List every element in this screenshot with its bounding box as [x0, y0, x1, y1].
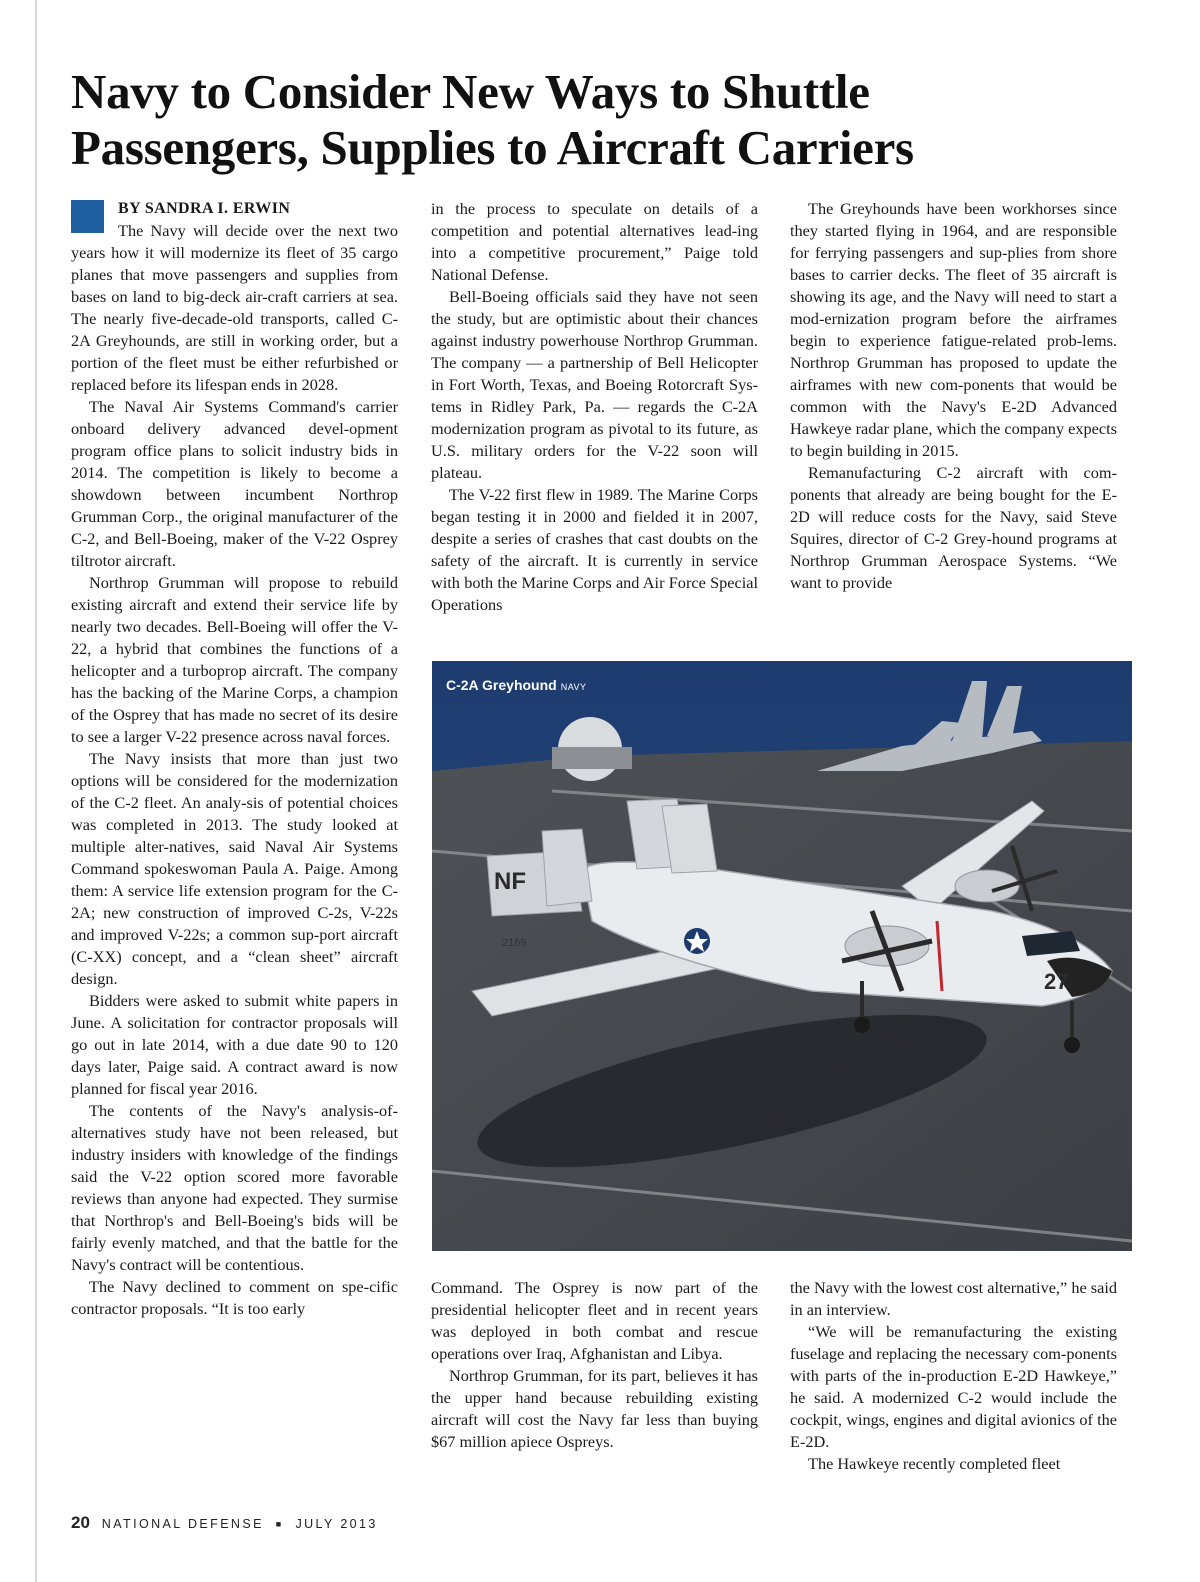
- footer-separator: ■: [275, 1519, 284, 1529]
- tail-fin-right: [662, 804, 717, 873]
- byline: BY SANDRA I. ERWIN: [118, 200, 291, 217]
- article-title-line-2: Passengers, Supplies to Aircraft Carriers: [71, 120, 914, 175]
- column-3-top: [790, 198, 1117, 594]
- paragraph: Northrop Grumman will propose to rebuild existing aircraft and extend their service life by nearly two decades. Bell-Boeing will offer the V-22, a hybrid that combines the functions of a helicopter and a turboprop aircraft. The company has the backing of the Marine Corps, a champion of the Osprey that has made no secret of its desire to see a larger V-22 presence across naval forces.: [71, 573, 398, 746]
- article-title-line-1: Navy to Consider New Ways to Shuttle: [71, 64, 870, 119]
- paragraph: The Navy will decide over the next two years how it will modernize its fleet of 35 cargo planes that move passengers and supplies from bases on land to big-deck air-craft carriers at sea. The nearly five-decade-old transports, called C-2A Greyhounds, are still in working order, but a portion of the fleet must be either refurbished or replaced before its lifespan ends in 2028.: [71, 221, 398, 394]
- column-2-top: [431, 198, 758, 616]
- paragraph: in the process to speculate on details of a competition and potential alternatives lead-ing into a competitive procurement,” Paige told National Defense.: [431, 199, 758, 284]
- carrier-deck-illustration: [432, 661, 1132, 1251]
- page-footer: [71, 1513, 378, 1533]
- column-2-bottom: [431, 1277, 758, 1453]
- column-1: [71, 198, 398, 1320]
- nose-number: 27: [1044, 969, 1069, 994]
- paragraph: the Navy with the lowest cost alternative,” he said in an interview.: [790, 1278, 1117, 1319]
- paragraph: Bidders were asked to submit white papers in June. A solicitation for contractor proposals will go out in late 2014, with a due date 90 to 120 days later, Paige said. A contract award is now planned for fiscal year 2016.: [71, 991, 398, 1098]
- paragraph: The Navy insists that more than just two options will be considered for the modernization of the C-2 fleet. An analy-sis of potential choices was completed in 2013. The study looked at multiple alter-natives, said Naval Air Systems Command spokeswoman Paula A. Paige. Among them: A service life extension program for the C-2A; new construction of improved C-2s, V-22s and improved V-22s; a common sup-port aircraft (C-XX) concept, and a “clean sheet” aircraft design.: [71, 749, 398, 988]
- paragraph: The Hawkeye recently completed fleet: [808, 1454, 1061, 1473]
- paragraph: The V-22 first flew in 1989. The Marine Corps began testing it in 2000 and fielded it in 2007, despite a series of crashes that cast doubts on the safety of the aircraft. It is currently in service with both the Marine Corps and Air Force Special Operations: [431, 485, 758, 614]
- aircraft-photo: [432, 661, 1132, 1251]
- paragraph: Northrop Grumman, for its part, believes it has the upper hand because rebuilding existing aircraft will cost the Navy far less than buying $67 million apiece Ospreys.: [431, 1366, 758, 1451]
- page-number: 20: [71, 1513, 90, 1532]
- section-marker-square: [71, 200, 104, 233]
- paragraph: Remanufacturing C-2 aircraft with com-ponents that already are being bought for the E-2D will reduce costs for the Navy, said Steve Squires, director of C-2 Grey-hound programs at Northrop Grumman Aerospace Systems. “We want to provide: [790, 463, 1117, 592]
- issue-date: JULY 2013: [295, 1517, 378, 1531]
- page-margin-rule: [35, 0, 37, 1582]
- tail-number: 2169: [502, 937, 527, 949]
- paragraph: The Naval Air Systems Command's carrier onboard delivery advanced devel-opment program office plans to solicit industry bids in 2014. The competition is likely to become a showdown between incumbent Northrop Grumman Corp., the original manufacturer of the C-2, and Bell-Boeing, maker of the V-22 Osprey tiltrotor aircraft.: [71, 397, 398, 570]
- paragraph: “We will be remanufacturing the existing fuselage and replacing the necessary com-ponents with parts of the in-production E-2D Hawkeye,” he said. A modernized C-2 would include the cockpit, wings, engines and digital avionics of the E-2D.: [790, 1322, 1117, 1451]
- deck-equipment: [552, 747, 632, 769]
- main-wheel: [854, 1017, 870, 1033]
- tail-code: NF: [494, 868, 526, 895]
- byline-block: [71, 198, 398, 220]
- photo-caption-title: C-2A Greyhound: [446, 677, 557, 693]
- photo-credit: NAVY: [560, 682, 587, 692]
- paragraph: The Greyhounds have been workhorses since they started flying in 1964, and are responsible for ferrying passengers and sup-plies from shore bases to carrier decks. The fleet of 35 aircraft is showing its age, and the Navy will need to start a mod-ernization program before the airframes begin to experience fatigue-related prob-lems. Northrop Grumman has proposed to update the airframes with new com-ponents that would be common with the Navy's E-2D Advanced Hawkeye radar plane, which the company expects to begin building in 2015.: [790, 199, 1117, 460]
- paragraph: The Navy declined to comment on spe-cific contractor proposals. “It is too early: [71, 1277, 398, 1318]
- paragraph: Bell-Boeing officials said they have not seen the study, but are optimistic about their chances against industry powerhouse Northrop Grumman. The company — a partnership of Bell Helicopter in Fort Worth, Texas, and Boeing Rotorcraft Sys-tems in Ridley Park, Pa. — regards the C-2A modernization program as pivotal to its future, as U.S. military orders for the V-22 soon will plateau.: [431, 287, 758, 482]
- photo-caption: [446, 677, 587, 693]
- paragraph: Command. The Osprey is now part of the presidential helicopter fleet and in recent years was deployed in both combat and rescue operations over Iraq, Afghanistan and Libya.: [431, 1278, 758, 1363]
- publication-name: NATIONAL DEFENSE: [101, 1517, 264, 1531]
- nose-wheel: [1064, 1037, 1080, 1053]
- paragraph: The contents of the Navy's analysis-of-alternatives study have not been released, but industry insiders with knowledge of the findings said the V-22 option scored more favorable reviews than anyone had expected. They surmise that Northrop's and Bell-Boeing's bids will be fairly evenly matched, and that the battle for the Navy's contract will be contentious.: [71, 1101, 398, 1274]
- article-title: [71, 64, 1131, 176]
- column-3-bottom: [790, 1277, 1117, 1475]
